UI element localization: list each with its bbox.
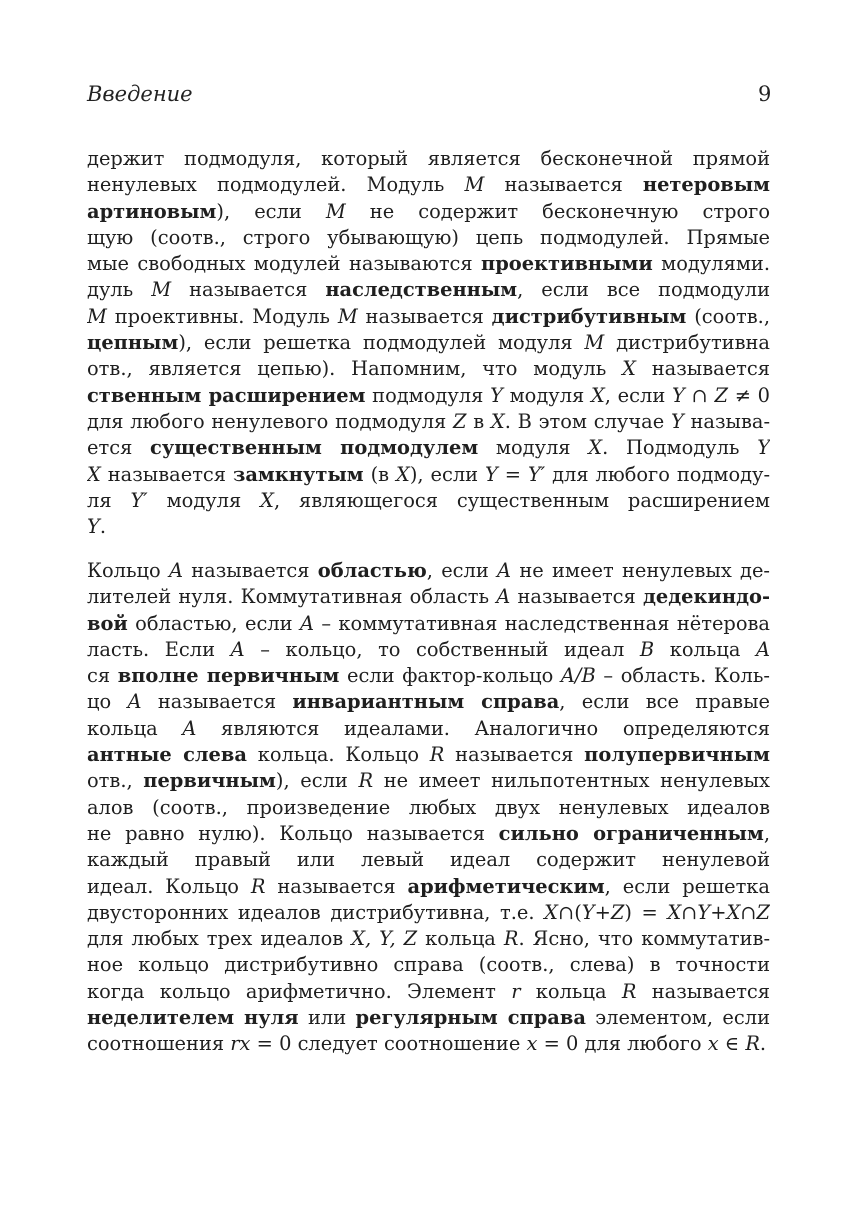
text-line [87, 821, 770, 847]
text-run: проективны. Модуль [106, 304, 338, 328]
text-line [87, 952, 770, 978]
math-symbol: Y [670, 409, 684, 433]
text-run: ∩ [740, 900, 757, 924]
text-run: . [99, 515, 106, 539]
text-run: ), если [275, 769, 359, 793]
defined-term: арифметическим [407, 874, 605, 898]
text-line [87, 462, 770, 488]
math-symbol: M [337, 304, 358, 328]
text-run: называется [510, 585, 643, 609]
text-line [87, 611, 770, 637]
math-symbol: Y′ [527, 462, 546, 486]
math-symbol: M [325, 199, 346, 223]
text-run: двусторонних идеалов дистрибутивна, т.е. [87, 900, 545, 924]
text-run: модуля [502, 383, 591, 407]
text-run: отв., является цепью). Напомним, что модуль [87, 357, 623, 381]
text-run: – область. Коль- [595, 664, 770, 688]
text-run: отв., [87, 769, 144, 793]
text-run: , если все подмодули [517, 278, 770, 302]
math-symbol: Y [671, 383, 685, 407]
defined-term: нетеровым [642, 173, 770, 197]
math-symbol: R [429, 743, 445, 767]
text-run: ≠ 0 [727, 383, 770, 407]
running-header-title: Введение [87, 82, 193, 106]
text-line [87, 514, 770, 540]
text-run: называется [636, 979, 770, 1003]
text-run: называется [357, 304, 492, 328]
math-symbol: rx [230, 1032, 251, 1056]
math-symbol: R [503, 927, 519, 951]
math-symbol: X [588, 436, 603, 460]
text-run: ля [87, 488, 131, 512]
text-line [87, 1005, 770, 1031]
defined-term: цепным [87, 331, 179, 355]
math-symbol: X [726, 900, 741, 924]
defined-term: проективными [481, 252, 653, 276]
defined-term: полупервичным [584, 743, 770, 767]
text-run: ся [87, 664, 118, 688]
text-run: мые свободных модулей называются [87, 252, 482, 276]
text-run: Кольцо [87, 559, 169, 582]
math-symbol: M [151, 278, 172, 302]
defined-term: вполне первичным [117, 664, 340, 688]
text-run: подмодуля [365, 383, 491, 407]
text-run: . [759, 1032, 767, 1056]
text-run: не равно нулю). Кольцо называется [87, 821, 499, 845]
paragraph-modules-definitions [87, 146, 770, 540]
math-symbol: M [464, 173, 485, 197]
math-symbol: X [260, 488, 274, 512]
text-run: в [466, 409, 491, 433]
text-run: кольца. Кольцо [246, 743, 430, 767]
text-run: называется [171, 278, 326, 302]
text-run: цо [87, 690, 128, 714]
text-run: (в [363, 462, 397, 486]
text-run: называется [141, 690, 293, 714]
text-run: называется [484, 173, 643, 197]
text-run: для любого подмоду- [545, 462, 770, 486]
text-line [87, 304, 770, 330]
defined-term: инвариантным справа [292, 690, 560, 714]
math-symbol: B [639, 637, 655, 661]
text-run: модуля [478, 436, 589, 460]
text-line [87, 383, 770, 409]
defined-term: дедекиндо- [642, 585, 770, 609]
text-run: не имеет нильпотентных ненулевых [383, 769, 770, 793]
math-symbol: Y [485, 462, 498, 486]
math-symbol: Z [714, 383, 728, 407]
defined-term: замкнутым [232, 462, 364, 486]
math-symbol: A [496, 585, 511, 609]
text-run: кольца [87, 716, 183, 740]
math-symbol: Y [697, 900, 711, 924]
text-run: называется [444, 743, 585, 767]
defined-term: неделителем нуля [87, 1006, 299, 1030]
text-line [87, 435, 770, 461]
math-symbol: Y [490, 383, 503, 407]
math-symbol: Z [453, 409, 467, 433]
text-run: ∩ [681, 900, 698, 924]
text-run: = 0 следует соотношение [250, 1032, 527, 1056]
text-run: не имеет ненулевых де- [511, 559, 770, 582]
math-symbol: X [490, 409, 505, 433]
text-run: идеал. Кольцо [87, 874, 251, 898]
text-run: кольца [520, 979, 622, 1003]
defined-term: существенным подмодулем [150, 436, 479, 460]
text-run: называется [265, 874, 408, 898]
math-symbol: A [182, 716, 197, 740]
text-run: ), если решетка подмодулей модуля [178, 331, 585, 355]
text-run: , если решетка [604, 874, 770, 898]
text-run: + [594, 900, 611, 924]
defined-term: сильно ограниченным [498, 821, 764, 845]
math-symbol: A [127, 690, 142, 714]
math-symbol: r [511, 979, 521, 1003]
text-run: лителей нуля. Коммутативная область [87, 585, 497, 609]
math-symbol: R [621, 979, 637, 1003]
paragraph-rings-definitions [87, 558, 770, 1058]
defined-term: областью [317, 559, 427, 582]
math-symbol: R [358, 769, 374, 793]
defined-term: регулярным справа [355, 1006, 586, 1030]
text-run: называ- [683, 409, 770, 433]
text-run: – кольцо, то собственный идеал [244, 637, 640, 661]
text-run: ) = [624, 900, 668, 924]
text-line [87, 900, 770, 926]
text-run: . Подмодуль [602, 436, 758, 460]
math-symbol: R [250, 874, 266, 898]
defined-term: первичным [143, 769, 276, 793]
defined-term: артиновым [87, 199, 217, 223]
math-symbol: Y [757, 436, 770, 460]
text-run: – коммутативная наследственная нётерова [321, 611, 770, 635]
math-symbol: x [526, 1032, 538, 1056]
text-run: ∩( [557, 900, 582, 924]
text-line [87, 847, 770, 873]
math-symbol: A [168, 559, 183, 582]
text-run: каждый правый или левый идеал содержит ненулевой [87, 848, 770, 872]
text-run: для любого ненулевого подмодуля [87, 409, 454, 433]
text-line [87, 251, 770, 277]
text-line [87, 277, 770, 303]
math-symbol: x [707, 1032, 719, 1056]
text-run: называется [635, 357, 770, 381]
math-symbol: Z [610, 900, 625, 924]
math-symbol: Y′ [130, 488, 148, 512]
math-symbol: X [590, 383, 605, 407]
text-run: держит подмодуля, который является бесконечной прямой [87, 147, 770, 170]
math-symbol: A [299, 611, 314, 635]
math-symbol: A/B [560, 664, 596, 688]
text-run: дуль [87, 278, 152, 302]
text-run: ласть. Если [87, 637, 231, 661]
math-symbol: A [755, 637, 770, 661]
math-symbol: R [745, 1032, 760, 1056]
math-symbol: Y [581, 900, 595, 924]
defined-term: антные слева [87, 743, 247, 767]
defined-term: вой [87, 611, 128, 635]
defined-term: ственным расширением [87, 383, 366, 407]
text-line [87, 225, 770, 251]
text-line [87, 979, 770, 1005]
text-line [87, 1031, 770, 1057]
math-symbol: X [544, 900, 558, 924]
text-run: , являющегося существенным расширением [273, 488, 770, 512]
text-run: . В этом случае [504, 409, 671, 433]
text-run: ется [87, 436, 151, 460]
text-line [87, 558, 770, 584]
text-run: кольца [417, 927, 504, 951]
text-run: , если все правые [559, 690, 770, 714]
text-run: , если [426, 559, 498, 582]
text-run: или [298, 1006, 356, 1030]
text-run: . Ясно, что коммутатив- [518, 927, 770, 951]
text-run: ненулевых подмодулей. Модуль [87, 173, 465, 197]
text-run: не содержит бесконечную строго [369, 199, 770, 223]
text-run: ∈ [718, 1032, 746, 1056]
text-line [87, 356, 770, 382]
text-run: соотношения [87, 1032, 231, 1056]
math-symbol: X, Y, Z [351, 927, 418, 951]
text-line [87, 146, 770, 172]
text-run: ное кольцо дистрибутивно справа (соотв., слева) в точности [87, 953, 770, 977]
math-symbol: Z [756, 900, 770, 924]
text-run: ), если [216, 199, 326, 223]
text-line [87, 689, 770, 715]
math-symbol: M [87, 304, 107, 328]
text-run: ), если [409, 462, 485, 486]
text-run: когда кольцо арифметично. Элемент [87, 979, 512, 1003]
text-run: (соотв., [686, 304, 770, 328]
text-line [87, 874, 770, 900]
text-line [87, 926, 770, 952]
text-line [87, 795, 770, 821]
math-symbol: A [230, 637, 245, 661]
text-line [87, 584, 770, 610]
math-symbol: X [622, 357, 636, 381]
text-run: = 0 для любого [537, 1032, 708, 1056]
text-run: дистрибутивна [616, 331, 770, 355]
text-line [87, 663, 770, 689]
text-run: щую (соотв., строго убывающую) цепь подмодулей. Прямые [87, 225, 770, 249]
math-symbol: M [584, 331, 605, 355]
text-run: областью, если [127, 611, 300, 635]
text-line [87, 409, 770, 435]
text-run: являются идеалами. Аналогично определяются [196, 716, 770, 740]
text-line [87, 172, 770, 198]
text-line [87, 742, 770, 768]
text-run: для любых трех идеалов [87, 927, 352, 951]
math-symbol: X [396, 462, 410, 486]
text-run: модуля [147, 488, 261, 512]
text-run: элементом, если [595, 1006, 770, 1030]
text-line [87, 637, 770, 663]
defined-term: наследственным [325, 278, 518, 302]
text-line [87, 199, 770, 225]
math-symbol: Y [87, 515, 100, 539]
text-line [87, 716, 770, 742]
math-symbol: X [87, 462, 101, 486]
page-number: 9 [758, 82, 772, 106]
text-run: если фактор-кольцо [339, 664, 561, 688]
math-symbol: A [497, 559, 512, 582]
text-run: ∩ [684, 383, 715, 407]
text-run: , [763, 821, 770, 845]
text-run: = [497, 462, 528, 486]
text-line [87, 330, 770, 356]
text-run: , если [604, 383, 672, 407]
text-run: называется [100, 462, 233, 486]
text-run: кольца [654, 637, 756, 661]
text-run: + [710, 900, 727, 924]
text-run: алов (соотв., произведение любых двух ненулевых идеалов [87, 795, 770, 819]
math-symbol: X [667, 900, 682, 924]
text-run: модулями. [661, 252, 770, 276]
text-run: называется [182, 559, 318, 582]
text-line [87, 768, 770, 794]
text-line [87, 488, 770, 514]
defined-term: дистрибутивным [491, 304, 687, 328]
